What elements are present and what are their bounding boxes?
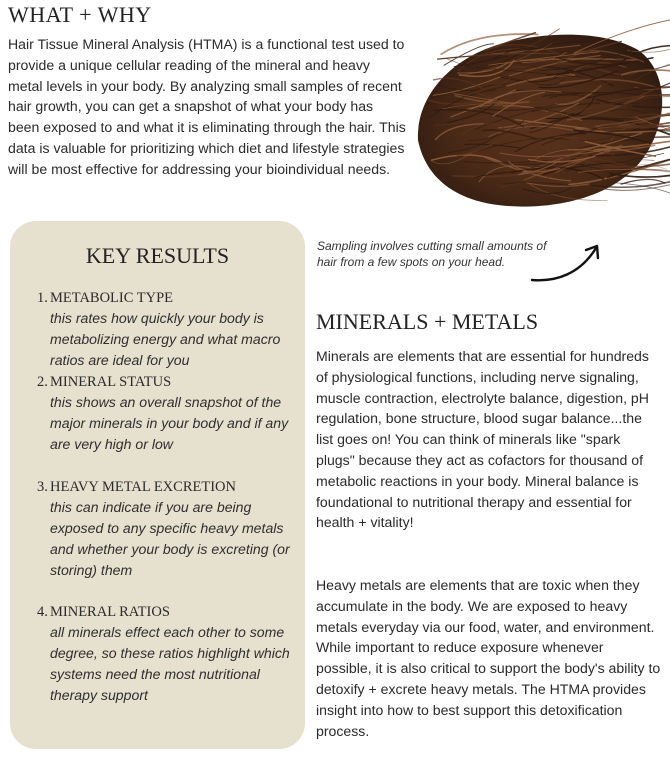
key-result-heading — [37, 289, 299, 308]
what-why-title: WHAT + WHY — [8, 2, 152, 27]
image-caption: Sampling involves cutting small amounts of hair from a few spots on your head. — [317, 239, 547, 269]
key-result-number: 1. — [37, 290, 48, 306]
curved-arrow-icon — [528, 240, 608, 288]
hair-strand — [614, 183, 670, 194]
key-result-number: 3. — [37, 479, 48, 495]
hair-sample-photo — [398, 0, 670, 232]
key-result-item — [37, 289, 299, 371]
key-result-heading — [37, 478, 299, 497]
key-result-description: this can indicate if you are being exposed to any specific heavy metals and whether your body is excreting (or storing) them — [50, 499, 290, 578]
key-results-panel — [10, 221, 305, 749]
key-result-label: MINERAL STATUS — [50, 374, 172, 390]
key-result-heading — [37, 603, 299, 622]
key-result-description: this rates how quickly your body is metabolizing energy and what macro ratios are ideal for you — [50, 310, 281, 368]
key-result-label: HEAVY METAL EXCRETION — [50, 479, 236, 495]
key-result-item — [37, 373, 299, 455]
key-result-heading — [37, 373, 299, 392]
heavy-metals-paragraph: Heavy metals are elements that are toxic when they accumulate in the body. We are exposed to heavy metals everyday via our food, water, and environment. While important to reduce exposure whenever possible, it is also critical to support the body's ability to detoxify + excrete heavy metals. The HTMA provides insight into how to best support this detoxification process. — [316, 577, 661, 739]
key-result-description: this shows an overall snapshot of the major minerals in your body and if any are very high or low — [50, 394, 289, 452]
minerals-paragraph: Minerals are elements that are essential for hundreds of physiological functions, including nerve signaling, muscle contraction, electrolyte balance, digestion, pH regulation, bone structure, blood sugar balance...the list goes on! You can think of minerals like "spark plugs" because they act as cofactors for thousand of metabolic reactions in your body. Mineral balance is foundational to nutritional therapy and essential for health + vitality! — [316, 348, 649, 531]
hair-strand — [621, 179, 665, 184]
key-result-number: 2. — [37, 374, 48, 390]
key-result-label: MINERAL RATIOS — [50, 604, 170, 620]
key-results-title: KEY RESULTS — [85, 243, 230, 268]
key-result-number: 4. — [37, 604, 48, 620]
key-result-item — [37, 603, 299, 706]
key-result-item — [37, 478, 299, 581]
key-result-label: METABOLIC TYPE — [50, 290, 174, 306]
key-result-description: all minerals effect each other to some degree, so these ratios highlight which systems need the most nutritional therapy support — [50, 624, 290, 703]
intro-paragraph: Hair Tissue Mineral Analysis (HTMA) is a functional test used to provide a unique cellular reading of the mineral and heavy metal levels in your body. By analyzing small samples of recent hair growth, you can get a snapshot of what your body has been exposed to and what it is eliminating through the hair. This data is valuable for prioritizing which diet and lifestyle strategies will be most effective for addressing your bioindividual needs. — [8, 36, 406, 177]
minerals-metals-title: MINERALS + METALS — [316, 309, 539, 334]
